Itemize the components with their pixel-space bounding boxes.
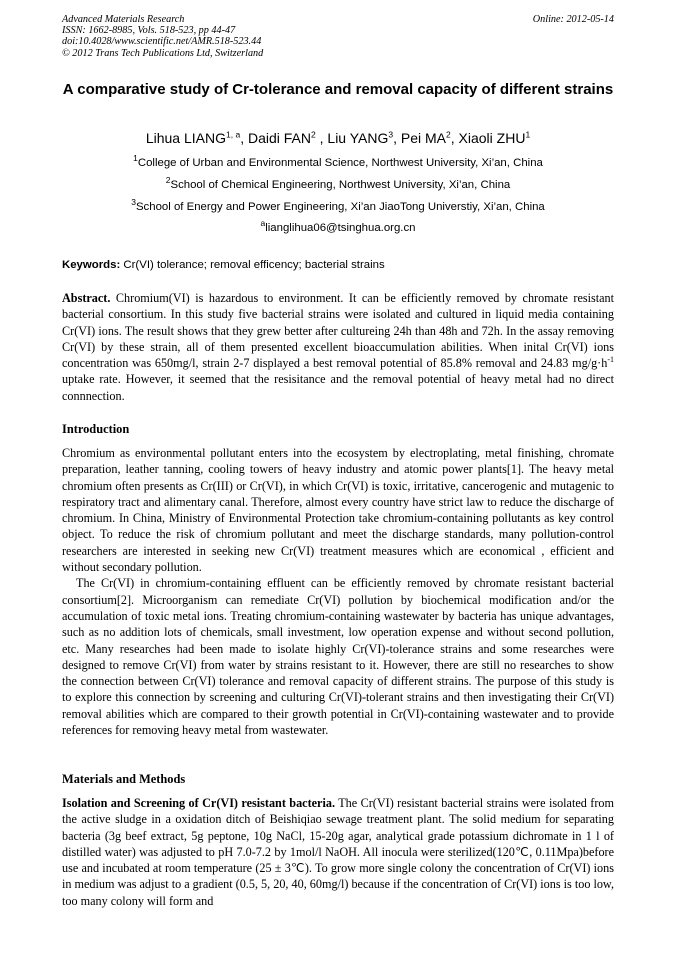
- doi-line: doi:10.4028/www.scientific.net/AMR.518-523.44: [62, 36, 262, 48]
- affiliation: [62, 175, 614, 192]
- author-superscript: 1: [525, 129, 531, 140]
- introduction-heading: Introduction: [62, 422, 130, 436]
- author-superscript: 2: [446, 129, 451, 140]
- abstract-text-continued: uptake rate. However, it seemed that the resisitance and the removal potential of heavy metal had no direct connnection.: [62, 372, 614, 403]
- affiliation-marker: 3: [131, 197, 136, 208]
- methods-body: [62, 795, 614, 909]
- journal-header: [62, 14, 382, 59]
- affiliation-text: College of Urban and Environmental Science, Northwest University, Xi’an, China: [137, 157, 543, 169]
- author-superscript: 1, a: [226, 129, 241, 140]
- affiliation: [62, 197, 614, 214]
- affiliation-text: School of Energy and Power Engineering, Xi’an JiaoTong Universtiy, Xi’an, China: [135, 201, 545, 213]
- keywords-text: Cr(VI) tolerance; removal efficency; bacterial strains: [123, 259, 385, 271]
- author-name: Lihua LIANG: [145, 130, 226, 146]
- abstract: [62, 290, 614, 404]
- methods-subheading: Isolation and Screening of Cr(VI) resistant bacteria.: [62, 796, 335, 810]
- author-name: Xiaoli ZHU: [458, 130, 526, 146]
- affiliation-marker: 1: [133, 153, 138, 164]
- introduction-body: [62, 445, 614, 738]
- intro-paragraph-1: Chromium as environmental pollutant enters into the ecosystem by electroplating, metal finishing, chromate preparation, leather tanning, cooling towers of heavy industry and atomic power plants[1]. The heavy metal chromium often presents as Cr(III) or Cr(VI), in which Cr(VI) is toxic, irritative, cancerogenic and mutagenic to respiratory tract and alimentary canal. Therefore, almost every country have strict law to reduce the discharge of chromium. In China, Ministry of Environmental Protection take chromium-containing pollutants as key control object. To reduce the risk of chromium pollutant and meet the discharge standards, many pollution-control researchers are interested in seeking new Cr(VI) treatment measures which are economical , efficient and without secondary pollution.: [62, 446, 614, 575]
- corresponding-email: [62, 218, 614, 235]
- author-name: Pei MA: [400, 130, 447, 146]
- online-date: Online: 2012-05-14: [532, 14, 614, 25]
- methods-text: The Cr(VI) resistant bacterial strains were isolated from the active sludge in a oxidation ditch of Beishiqiao sewage treatment plant. The solid medium for separating bacteria (3g beef extract, 5g peptone, 10g NaCl, 15-20g agar, analytical grade potassium dichromate in 1 l of distilled water) was adjusted to pH 7.0-7.2 by 1mol/l NaOH. All inocula were sterilized(120℃, 0.11Mpa)before use and incubated at room temperature (25 ± 3℃). To grow more single colony the concentration of Cr(VI) ions in medium was adjust to a gradient (0.5, 5, 20, 40, 60mg/l) because if the concentration of Cr(VI) ions is too low, too many colony will form and: [62, 796, 614, 908]
- abstract-text: Chromium(VI) is hazardous to environment. It can be efficiently removed by chromate resistant bacterial consortium. In this study five bacterial strains were isolated and cultured in liquid media containing Cr(VI) ions. The result shows that they grew better after cultureing 24h than 48h and 72h. In the assay removing Cr(VI) by these strain, all of them presented excellent bioaccumulation abilities. When inital Cr(VI) ions concentration was 650mg/l, strain 2-7 displayed a best removal potential of 85.8% removal and 24.83 mg/g·h: [62, 291, 614, 371]
- author-list: Lihua LIANG$^{1, a}$, Daidi FAN$^2$ , Liu YANG$^3$, Pei $MA^2$, Xiaoli ZHU$^1$: [145, 129, 531, 146]
- paper-title: A comparative study of Cr-tolerance and removal capacity of different strains: [62, 81, 614, 98]
- journal-name: Advanced Materials Research: [62, 14, 185, 25]
- intro-paragraph-2: The Cr(VI) in chromium-containing effluent can be efficiently removed by chromate resistant bacterial consortium[2]. Microorganism can remediate Cr(VI) pollution by biochemical modification and/or the accumulation of toxic metal ions. Treating chromium-containing wastewater by bacteria has unique advantages, such as no addition lots of chemicals, small investment, low operation expense and without second pollution, etc. Many researches had been made to isolate highly Cr(VI)-tolerance strains and some researches were designed to remove Cr(VI) from water by strains resistant to it. However, there are still no researches to show the connection between Cr(VI) tolerance and removal capacity of different strains. The purpose of this study is to explore this connection by screening and culturing Cr(VI)-tolerant strains and then investigating their Cr(VI) removal abilities which are compared to their growth potential in Cr(VI)-containing wastewater and to provide references for removing heavy metal from wastewater.: [62, 576, 614, 738]
- abstract-superscript: -1: [607, 355, 614, 365]
- copyright-line: © 2012 Trans Tech Publications Ltd, Switzerland: [62, 47, 264, 59]
- affiliation-marker: a: [260, 218, 266, 229]
- email-text: lianglihua06@tsinghua.org.cn: [265, 222, 416, 234]
- affiliation: [62, 153, 614, 170]
- author-superscript: 2: [311, 129, 316, 140]
- issn-line: ISSN: 1662-8985, Vols. 518-523, pp 44-47: [62, 25, 236, 37]
- affiliation-marker: 2: [165, 175, 171, 186]
- abstract-label: Abstract.: [62, 291, 111, 305]
- author-superscript: 3: [388, 129, 394, 140]
- keywords: [62, 258, 614, 272]
- keywords-label: Keywords:: [62, 259, 121, 271]
- author-name: Liu YANG: [327, 130, 389, 146]
- methods-heading: Materials and Methods: [62, 772, 186, 786]
- affiliation-text: School of Chemical Engineering, Northwest University, Xi’an, China: [170, 179, 511, 191]
- author-name: Daidi FAN: [247, 130, 311, 146]
